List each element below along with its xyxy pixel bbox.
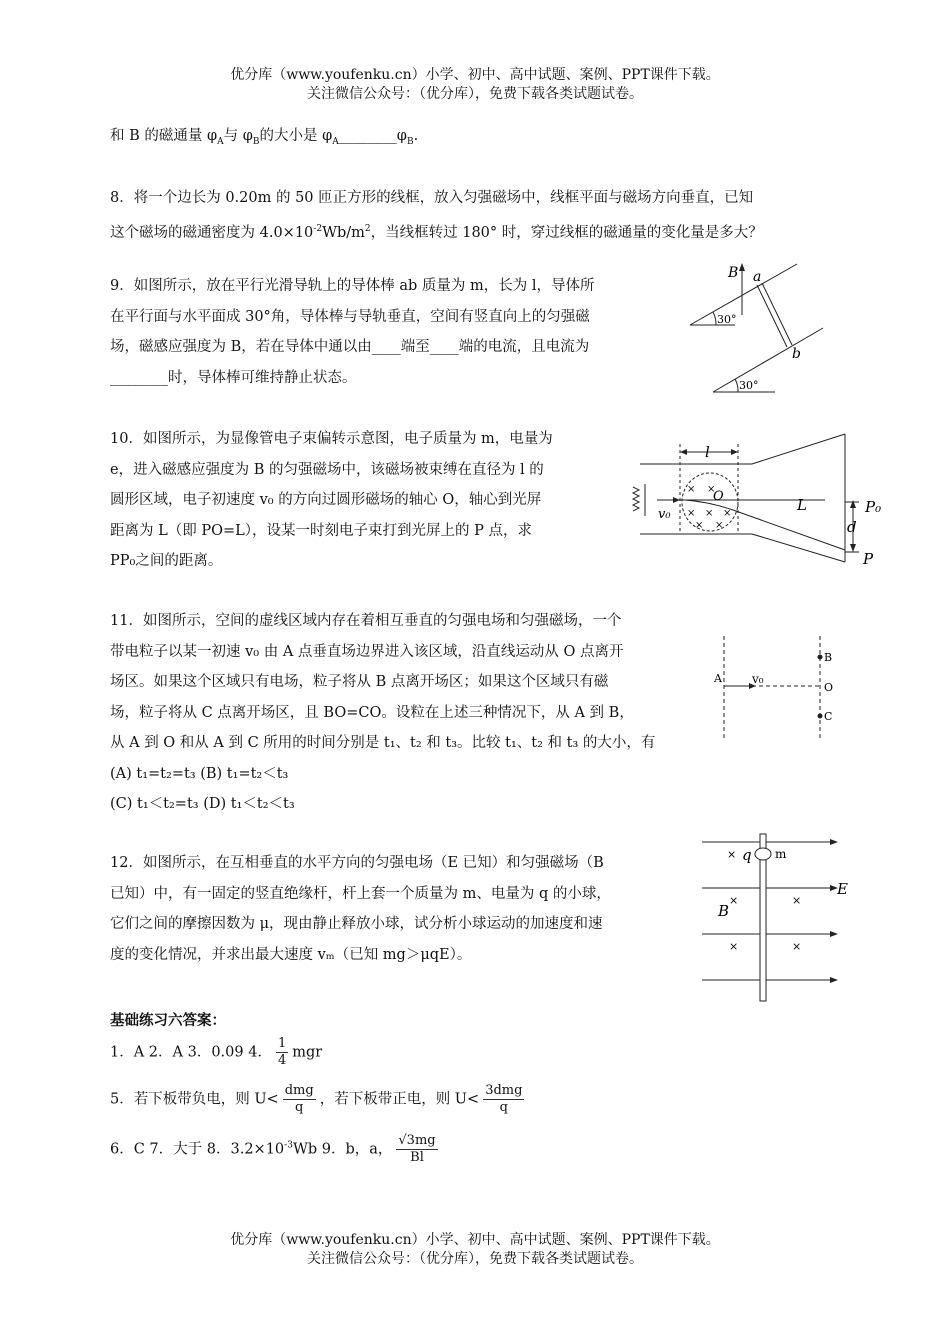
svg-text:×: × <box>705 508 714 519</box>
svg-text:P₀: P₀ <box>865 498 882 516</box>
footer-line-2: 关注微信公众号：（优分库），免费下载各类试题试卷。 <box>307 1251 643 1267</box>
answers-title: 基础练习六答案： <box>110 1012 226 1029</box>
svg-text:l: l <box>705 443 710 461</box>
svg-text:B: B <box>824 651 833 664</box>
svg-text:O: O <box>713 489 724 504</box>
svg-text:×: × <box>792 940 802 953</box>
svg-text:×: × <box>727 848 737 861</box>
q7-tail: 和 B 的磁通量 $\varphi_A$与 $\varphi_B$的大小是 $\varphi_A\_\_\_\_\_\_\_\_\varphi_B$. <box>110 128 419 147</box>
svg-text:a: a <box>753 269 762 285</box>
svg-text:O: O <box>824 681 834 694</box>
q9-figure <box>680 255 830 400</box>
question-10: 10．如图所示，为显像管电子束偏转示意图，电子质量为 m，电量为 e，进入磁感应强度为 B 的匀强磁场中，该磁场被束缚在直径为 l 的 圆形区域，电子初速度 v₀ 的方向过圆形磁场的轴心 O，轴心到光屏 距离为 L（即 PO=L），设某一时刻电子束打到光屏上的 P 点，求 PP₀之间的距离。 <box>110 431 553 569</box>
svg-text:×: × <box>729 940 739 953</box>
footer-line-1: 优分库（www.youfenku.cn）小学、初中、高中试题、案例、PPT课件下载。 <box>230 1232 720 1248</box>
svg-text:B: B <box>728 265 739 281</box>
svg-text:×: × <box>723 508 732 519</box>
svg-text:B: B <box>718 902 730 920</box>
svg-text:v₀: v₀ <box>658 507 671 522</box>
svg-text:A: A <box>714 672 722 685</box>
q11-figure <box>712 636 842 746</box>
header-line-2: 关注微信公众号：（优分库），免费下载各类试题试卷。 <box>307 86 643 102</box>
svg-text:C: C <box>824 710 833 723</box>
svg-text:d: d <box>847 518 857 536</box>
svg-text:q: q <box>742 846 752 864</box>
svg-text:×: × <box>695 520 704 531</box>
answers-row-3: 6．C 7．大于 8．$3.2\times 10^{-3}Wb$ 9．b，a， $\frac{√3mg}{Bl}$ <box>110 1133 436 1165</box>
svg-text:×: × <box>729 894 739 907</box>
svg-text:b: b <box>792 346 801 362</box>
q10-figure <box>625 432 880 572</box>
question-11: 11．如图所示，空间的虚线区域内存在着相互垂直的匀强电场和匀强磁场，一个 带电粒子以某一初速 v₀ 由 A 点垂直场边界进入该区域，沿直线运动从 O 点离开 场区。如果这个区域只有电场，粒子将从 B 点离开场区；如果这个区域只有磁 场，粒子将从 C 点离开场区，且 BO=CO。设粒在上述三种情况下，从 A 到 B， 从 A 到 O 和从 A 到 C 所用的时间分别是 t₁、t₂ 和 t₃。比较 t₁、t₂ 和 t₃ 的大小，有 (A) t₁=t₂=t₃ (B) t₁=t₂＜t₃ (C) t₁＜t₂=t₃ (D) t₁＜t₂＜t₃ <box>110 613 656 812</box>
svg-text:P: P <box>863 550 874 568</box>
svg-text:30°: 30° <box>739 379 759 392</box>
svg-text:E: E <box>837 880 848 898</box>
answers-row-2: 5．若下板带负电，则 U< $\frac{\text{dmg}}{q}$ ，若下板带正电，则 U< $\frac{\text{3dmg}}{q}$ <box>110 1083 523 1115</box>
svg-text:×: × <box>707 484 716 495</box>
question-9: 9．如图所示，放在平行光滑导轨上的导体棒 ab 质量为 m，长为 l，导体所 在平行面与水平面成 30°角，导体棒与导轨垂直，空间有竖直向上的匀强磁 场，磁感应强度为 B，若在导体中通以由____端至____端的电流，且电流为 ________时，导体棒可维持静止状态。 <box>110 278 595 386</box>
answers-row-1: 1．A 2．A 3．0.09 4． $\frac{1}{4}$ mgr <box>110 1036 323 1068</box>
svg-text:×: × <box>687 484 696 495</box>
svg-text:×: × <box>687 508 696 519</box>
svg-text:30°: 30° <box>717 313 737 326</box>
question-12: 12．如图所示，在互相垂直的水平方向的匀强电场（E 已知）和匀强磁场（B 已知）中，有一固定的竖直绝缘杆，杆上套一个质量为 m、电量为 q 的小球， 它们之间的摩擦因数为 μ，现由静止释放小球，试分析小球运动的加速度和速 度的变化情况，并求出最大速度 vₘ（已知 mg＞μqE）。 <box>110 855 611 963</box>
svg-text:×: × <box>792 894 802 907</box>
svg-text:m: m <box>775 847 787 861</box>
header-line-1: 优分库（www.youfenku.cn）小学、初中、高中试题、案例、PPT课件下载。 <box>230 67 720 83</box>
question-8: 8．将一个边长为 0.20m 的 50 匝正方形的线框，放入匀强磁场中，线框平面与磁场方向垂直，已知 这个磁场的磁通密度为 $4.0\times 10^{-2}Wb/m^2$，当线框转过 180° 时，穿过线框的磁通量的变化量是多大？ <box>110 190 763 241</box>
svg-text:L: L <box>797 496 807 514</box>
svg-text:v₀: v₀ <box>752 672 764 686</box>
svg-text:×: × <box>715 520 724 531</box>
q12-figure <box>700 830 860 1005</box>
